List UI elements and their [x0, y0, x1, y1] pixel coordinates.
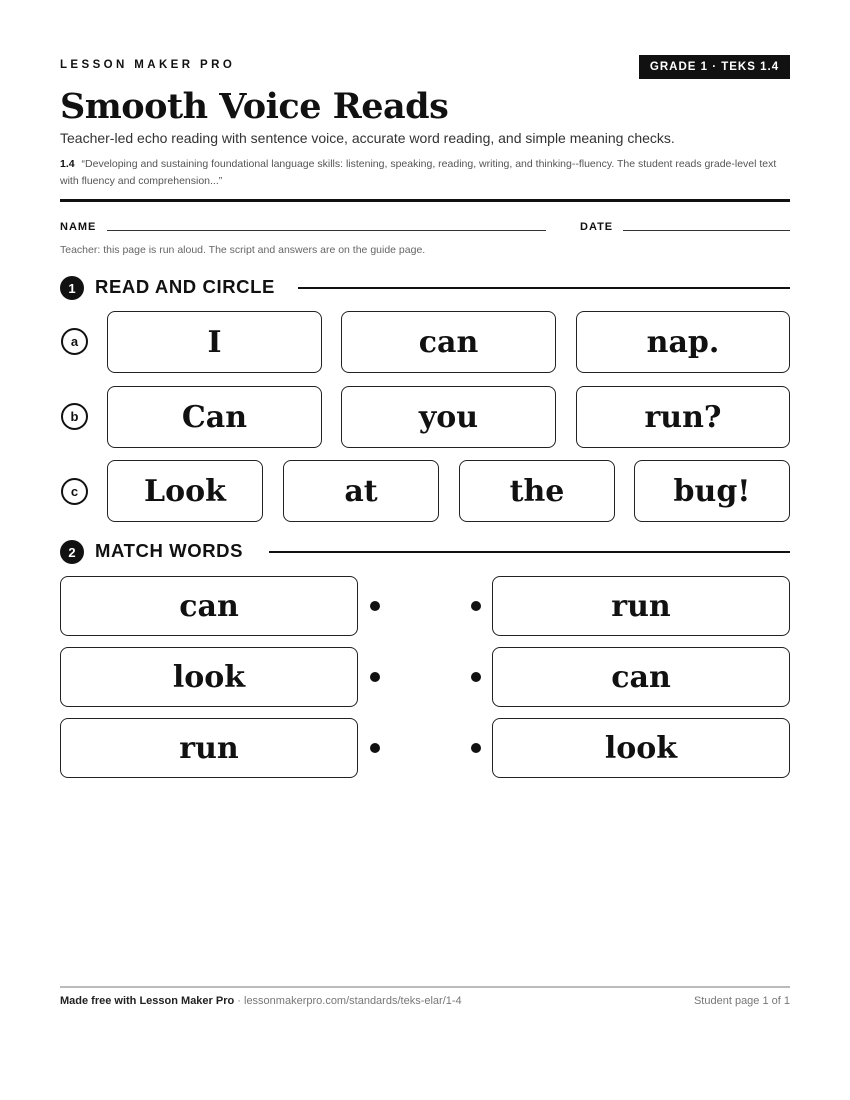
page-title: Smooth Voice Reads: [60, 86, 449, 127]
section-2-number: 2: [60, 540, 84, 564]
section-1-rule: [298, 287, 790, 289]
footer-separator: ·: [234, 995, 244, 1007]
grade-badge: GRADE 1 · TEKS 1.4: [639, 55, 790, 79]
brand-name: LESSON MAKER PRO: [60, 59, 236, 71]
name-line[interactable]: [107, 230, 546, 231]
match-right-word[interactable]: look: [492, 718, 790, 778]
match-left-dot[interactable]: [370, 601, 380, 611]
section-2-rule: [269, 551, 790, 553]
footer-credit: [60, 995, 462, 1007]
word-box[interactable]: nap.: [576, 311, 790, 373]
word-box[interactable]: Can: [107, 386, 322, 448]
teacher-note: Teacher: this page is run aloud. The script and answers are on the guide page.: [60, 244, 426, 256]
section-1-title: READ AND CIRCLE: [95, 276, 275, 297]
match-left-dot[interactable]: [370, 743, 380, 753]
match-left-dot[interactable]: [370, 672, 380, 682]
word-box[interactable]: can: [341, 311, 556, 373]
match-right-dot[interactable]: [471, 601, 481, 611]
section-2-title: MATCH WORDS: [95, 540, 244, 561]
footer-url[interactable]: lessonmakerpro.com/standards/teks-elar/1-4: [244, 995, 462, 1007]
standard-text: “Developing and sustaining foundational language skills: listening, speaking, reading, writing, and thinking--fluency. The student reads grade-level text with fluency and comprehension...”: [60, 158, 777, 187]
word-box[interactable]: Look: [107, 460, 263, 522]
match-right-dot[interactable]: [471, 743, 481, 753]
match-right-word[interactable]: can: [492, 647, 790, 707]
row-label-c: c: [61, 478, 88, 505]
word-box[interactable]: the: [459, 460, 615, 522]
word-box[interactable]: run?: [576, 386, 790, 448]
word-box[interactable]: bug!: [634, 460, 790, 522]
match-right-dot[interactable]: [471, 672, 481, 682]
match-left-word[interactable]: look: [60, 647, 358, 707]
word-box[interactable]: you: [341, 386, 556, 448]
date-line[interactable]: [623, 230, 790, 231]
match-right-word[interactable]: run: [492, 576, 790, 636]
match-left-word[interactable]: run: [60, 718, 358, 778]
footer-divider: [60, 986, 790, 988]
footer-page-number: Student page 1 of 1: [693, 995, 790, 1007]
standard-description: [60, 156, 790, 190]
row-label-b: b: [61, 403, 88, 430]
page-subtitle: Teacher-led echo reading with sentence voice, accurate word reading, and simple meaning checks.: [60, 130, 675, 146]
word-box[interactable]: at: [283, 460, 439, 522]
date-label: DATE: [580, 221, 614, 233]
match-left-word[interactable]: can: [60, 576, 358, 636]
footer-made-with: Made free with Lesson Maker Pro: [60, 995, 235, 1007]
name-label: NAME: [60, 221, 97, 233]
word-box[interactable]: I: [107, 311, 322, 373]
row-label-a: a: [61, 328, 88, 355]
header-divider: [60, 199, 790, 202]
standard-code: 1.4: [60, 158, 75, 170]
section-1-number: 1: [60, 276, 84, 300]
